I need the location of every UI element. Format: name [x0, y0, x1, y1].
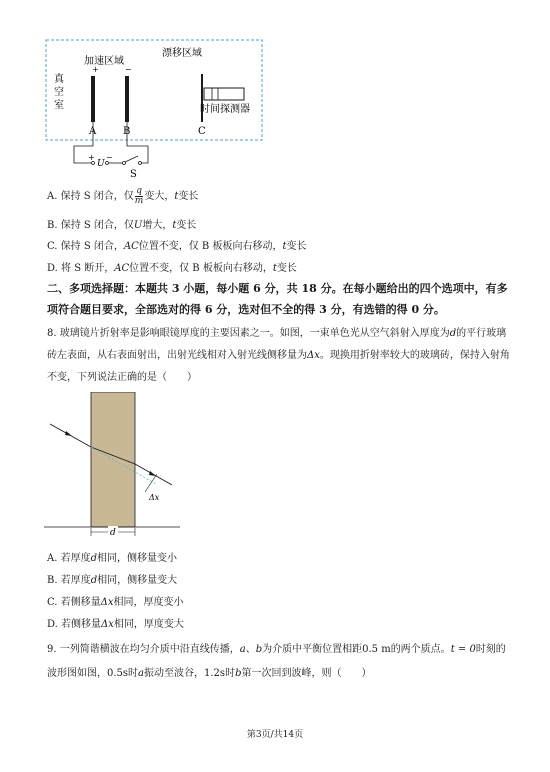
voltage-label: U: [97, 159, 105, 169]
glass-slab-diagram: [44, 392, 184, 540]
time-detector-box: [204, 88, 244, 100]
emergent-arrow: [149, 471, 156, 476]
dx-measure-line: [145, 474, 157, 492]
plate-b-label: B: [123, 126, 131, 137]
q8-line1: 8. 玻璃镜片折射率是影响眼镜厚度的主要因素之一。如图，一束单色光从空气斜射入厚度为d的平行玻璃: [47, 328, 507, 339]
q9-line2: 波形图如图，0.5s时a振动至波谷，1.2s时b第一次回到波峰，则（ ）: [47, 668, 372, 679]
accel-region-label: 加速区域: [84, 56, 124, 67]
vacuum-label-3: 室: [54, 100, 64, 111]
q8-line3: 不变，下列说法正确的是（ ）: [47, 372, 197, 383]
section2-line2: 项符合题目要求，全部选对的得 6 分，选对但不全的得 3 分，有选错的得 0 分。: [47, 303, 445, 316]
time-detector-label: 时间探测器: [200, 104, 250, 115]
vacuum-label-2: 空: [54, 87, 64, 98]
section2-line1: 二、多项选择题：本题共 3 小题，每小题 6 分，共 18 分。在每小题给出的四个选项中，有多: [47, 282, 508, 295]
time-of-flight-diagram: [44, 36, 266, 182]
vacuum-label-1: 真: [54, 74, 64, 85]
q8-option-a: A. 若厚度d相同，侧移量变小: [47, 553, 177, 564]
q8-option-d: D. 若侧移量Δx相同，厚度变大: [47, 619, 184, 630]
q8-line2: 砖左表面，从右表面射出，出射光线相对入射光线侧移量为Δx。现换用折射率较大的玻璃砖，保持入射角: [47, 350, 510, 361]
q8-option-b: B. 若厚度d相同，侧移量变大: [47, 575, 178, 586]
drift-region-label: 漂移区域: [162, 48, 202, 59]
plate-c-label: C: [198, 126, 206, 137]
page-number: 第3页/共14页: [246, 730, 304, 740]
plate-b-minus: −: [125, 65, 132, 74]
q7-option-d: D. 将 S 断开，AC位置不变，仅 B 板板向右移动，t变长: [47, 263, 297, 274]
dx-label: Δx: [149, 493, 160, 502]
d-label: d: [110, 528, 116, 538]
switch-label: S: [130, 169, 137, 180]
source-minus: −: [106, 153, 113, 162]
q7-option-b: B. 保持 S 闭合，仅U增大，t变长: [47, 220, 197, 231]
q-over-m-fraction: $\frac{q}{m}$: [134, 186, 144, 206]
source-plus: +: [88, 153, 95, 162]
q7-option-c: C. 保持 S 闭合，AC位置不变，仅 B 板板向右移动，t变长: [47, 241, 307, 252]
plate-a-plus: +: [92, 65, 99, 74]
q8-option-c: C. 若侧移量Δx相同，厚度变小: [47, 597, 184, 608]
plate-a-label: A: [89, 126, 97, 137]
q9-line1: 9. 一列简谐横波在均匀介质中沿直线传播，a、b为介质中平衡位置相距0.5 m的两个质点。t = 0时刻的: [47, 644, 506, 655]
incident-arrow: [65, 431, 72, 436]
q7-option-a: A. 保持 S 闭合，仅 $\frac{q}{m}$ 变大，t变长: [47, 186, 199, 206]
switch-lever: [125, 156, 138, 162]
